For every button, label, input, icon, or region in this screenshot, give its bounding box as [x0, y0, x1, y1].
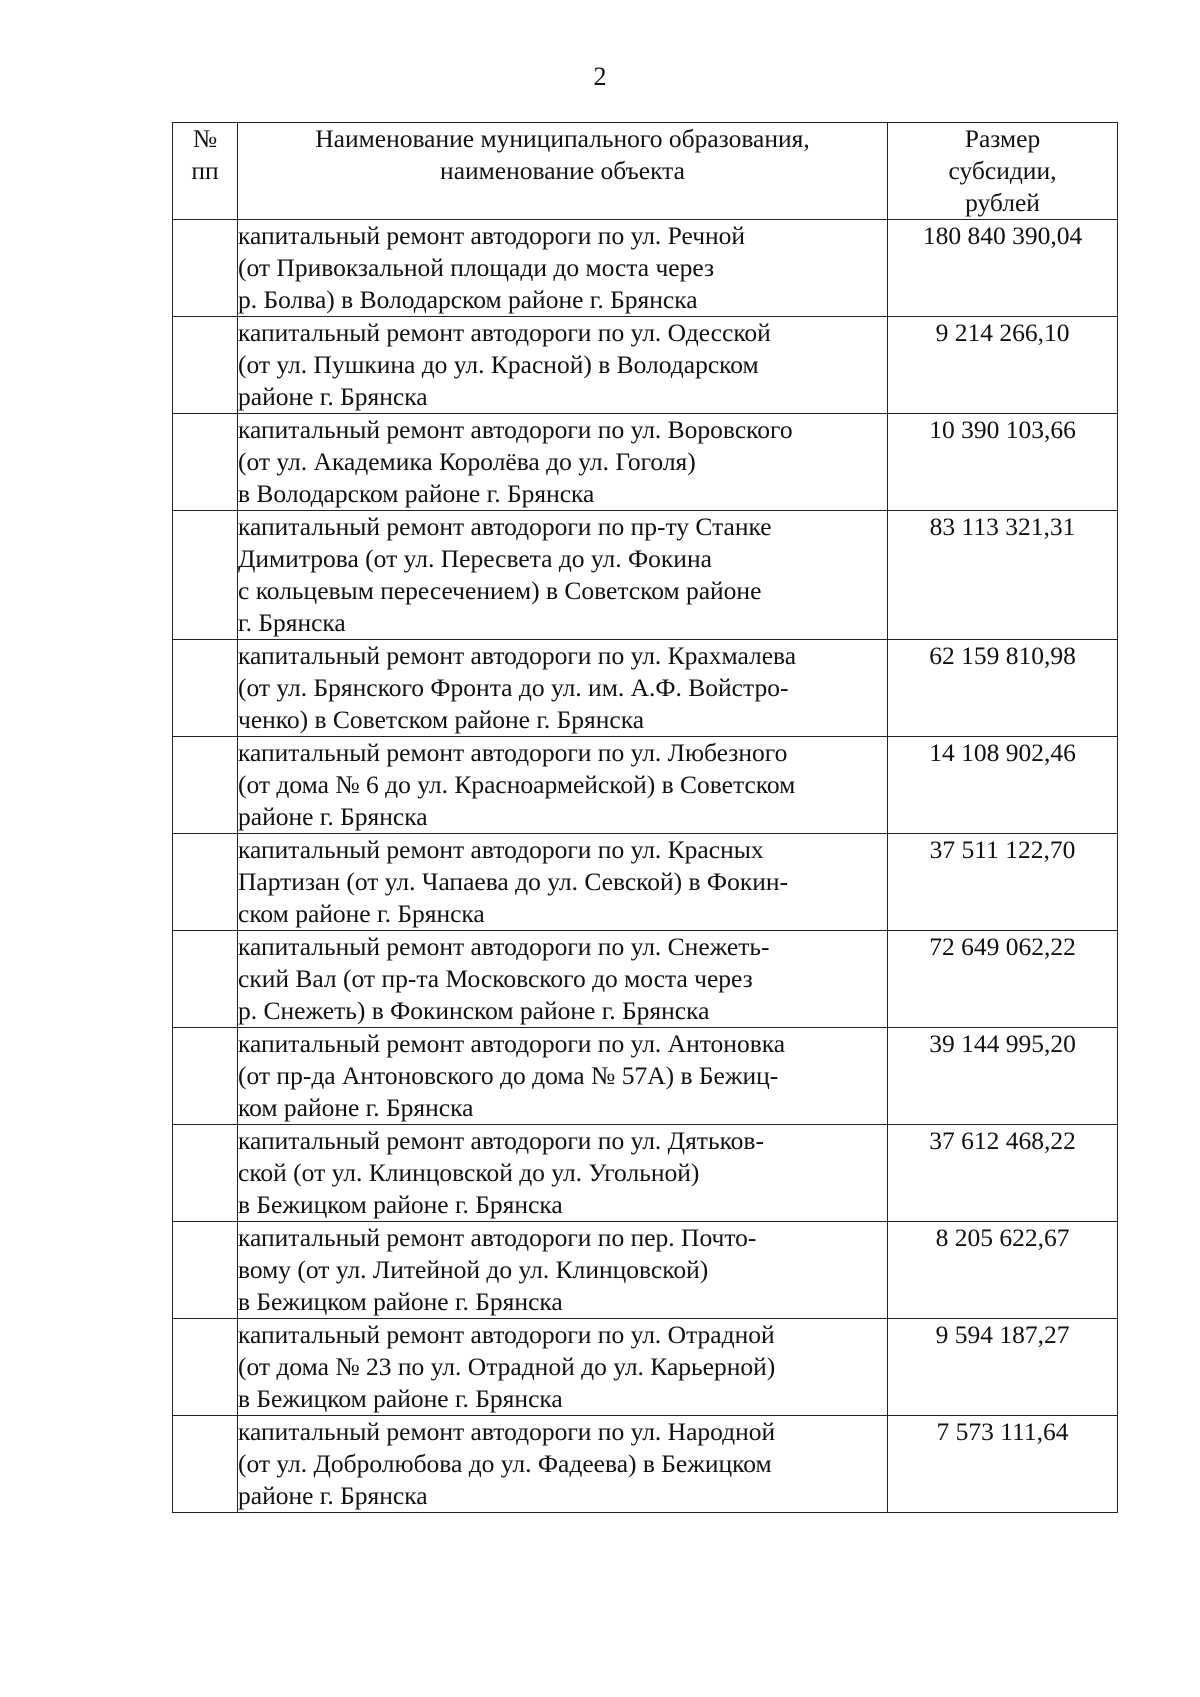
subsidy-amount: 14 108 902,46	[888, 737, 1118, 834]
row-number	[173, 931, 238, 1028]
object-name: капитальный ремонт автодороги по ул. Дятьков- ской (от ул. Клинцовской до ул. Угольной) в Бежицком районе г. Брянска	[238, 1125, 888, 1222]
object-name: капитальный ремонт автодороги по ул. Одесской (от ул. Пушкина до ул. Красной) в Володарском районе г. Брянска	[238, 317, 888, 414]
subsidy-amount: 180 840 390,04	[888, 220, 1118, 317]
header-amount: Размер субсидии, рублей	[888, 123, 1118, 220]
row-number	[173, 1416, 238, 1513]
table-row	[173, 1125, 1118, 1222]
object-name: капитальный ремонт автодороги по ул. Красных Партизан (от ул. Чапаева до ул. Севской) в Фокин- ском районе г. Брянска	[238, 834, 888, 931]
object-name: капитальный ремонт автодороги по ул. Народной (от ул. Добролюбова до ул. Фадеева) в Бежицком районе г. Брянска	[238, 1416, 888, 1513]
subsidy-amount: 83 113 321,31	[888, 511, 1118, 640]
subsidy-amount: 8 205 622,67	[888, 1222, 1118, 1319]
object-name: капитальный ремонт автодороги по пер. Почто- вому (от ул. Литейной до ул. Клинцовской) в Бежицком районе г. Брянска	[238, 1222, 888, 1319]
page-number: 2	[593, 62, 607, 91]
row-number	[173, 737, 238, 834]
row-number	[173, 220, 238, 317]
header-name: Наименование муниципального образования, наименование объекта	[238, 123, 888, 220]
table-row	[173, 1028, 1118, 1125]
object-name: капитальный ремонт автодороги по ул. Речной (от Привокзальной площади до моста через р. Болва) в Володарском районе г. Брянска	[238, 220, 888, 317]
table-row	[173, 640, 1118, 737]
object-name: капитальный ремонт автодороги по ул. Снежеть- ский Вал (от пр-та Московского до моста через р. Снежеть) в Фокинском районе г. Брянска	[238, 931, 888, 1028]
row-number	[173, 1319, 238, 1416]
object-name: капитальный ремонт автодороги по пр-ту Станке Димитрова (от ул. Пересвета до ул. Фокина с кольцевым пересечением) в Советском районе г. Брянска	[238, 511, 888, 640]
row-number	[173, 414, 238, 511]
table-row	[173, 931, 1118, 1028]
table-row	[173, 834, 1118, 931]
subsidy-amount: 10 390 103,66	[888, 414, 1118, 511]
table-row	[173, 317, 1118, 414]
subsidy-amount: 9 594 187,27	[888, 1319, 1118, 1416]
table-row	[173, 414, 1118, 511]
table-row	[173, 220, 1118, 317]
table-row	[173, 1416, 1118, 1513]
subsidy-table	[172, 122, 1118, 1513]
row-number	[173, 511, 238, 640]
table-row	[173, 511, 1118, 640]
table-header-row	[173, 123, 1118, 220]
table-row	[173, 737, 1118, 834]
subsidy-amount: 62 159 810,98	[888, 640, 1118, 737]
row-number	[173, 1125, 238, 1222]
table-row	[173, 1222, 1118, 1319]
row-number	[173, 640, 238, 737]
row-number	[173, 1222, 238, 1319]
table-row	[173, 1319, 1118, 1416]
subsidy-amount: 39 144 995,20	[888, 1028, 1118, 1125]
subsidy-amount: 72 649 062,22	[888, 931, 1118, 1028]
subsidy-amount: 9 214 266,10	[888, 317, 1118, 414]
subsidy-amount: 37 511 122,70	[888, 834, 1118, 931]
object-name: капитальный ремонт автодороги по ул. Крахмалева (от ул. Брянского Фронта до ул. им. А.Ф. Войстро- ченко) в Советском районе г. Брянска	[238, 640, 888, 737]
object-name: капитальный ремонт автодороги по ул. Любезного (от дома № 6 до ул. Красноармейской) в Советском районе г. Брянска	[238, 737, 888, 834]
row-number	[173, 317, 238, 414]
header-number: № пп	[173, 123, 238, 220]
object-name: капитальный ремонт автодороги по ул. Воровского (от ул. Академика Королёва до ул. Гоголя) в Володарском районе г. Брянска	[238, 414, 888, 511]
object-name: капитальный ремонт автодороги по ул. Отрадной (от дома № 23 по ул. Отрадной до ул. Карьерной) в Бежицком районе г. Брянска	[238, 1319, 888, 1416]
row-number	[173, 1028, 238, 1125]
subsidy-amount: 7 573 111,64	[888, 1416, 1118, 1513]
row-number	[173, 834, 238, 931]
subsidy-amount: 37 612 468,22	[888, 1125, 1118, 1222]
object-name: капитальный ремонт автодороги по ул. Антоновка (от пр-да Антоновского до дома № 57А) в Бежиц- ком районе г. Брянска	[238, 1028, 888, 1125]
